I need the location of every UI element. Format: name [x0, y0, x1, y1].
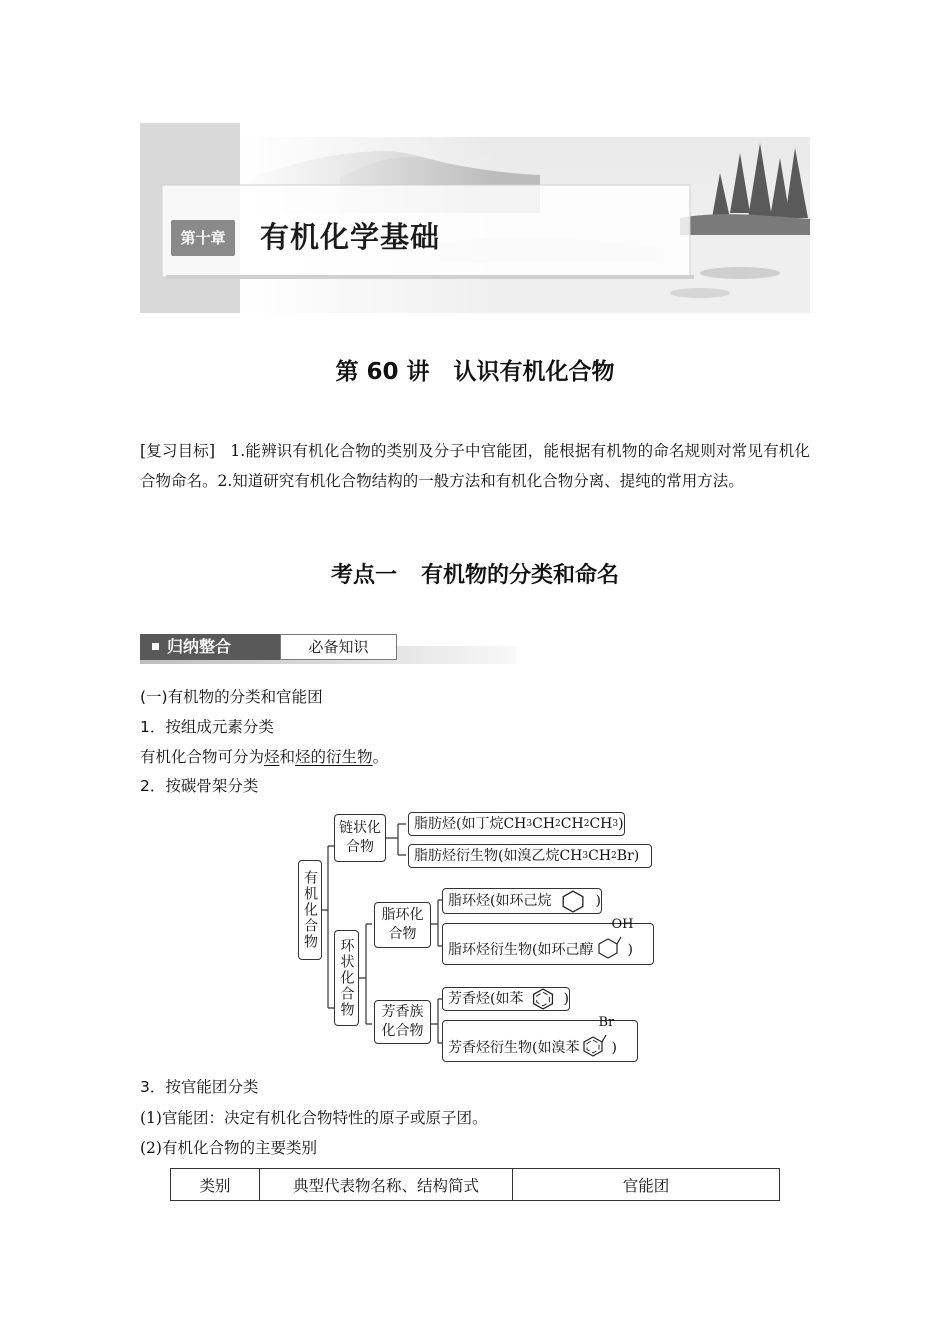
close-paren: ) [627, 942, 633, 958]
node-chain-compound: 链状化合物 [334, 814, 386, 862]
part1-heading: (一)有机物的分类和官能团 [140, 688, 323, 706]
section-bar [140, 632, 516, 664]
review-goals [140, 436, 810, 496]
node-organic-compound: 有机化合物 [298, 860, 322, 960]
chapter-banner [140, 123, 810, 313]
item3-point2: (2)有机化合物的主要类别 [140, 1139, 317, 1157]
review-label: [复习目标] [140, 442, 216, 460]
leaf-aromatic-hydrocarbon [442, 987, 570, 1011]
cyclohexanol-icon [597, 935, 623, 959]
close-paren: ) [611, 1040, 617, 1056]
section-bar-tag: 必备知识 [280, 634, 397, 660]
term-hydrocarbon-derivative: 烃的衍生物 [295, 748, 373, 766]
exam-point-heading [0, 558, 950, 589]
landscape-banner-image [140, 123, 810, 313]
leaf-alicyclic-hydrocarbon [442, 888, 602, 914]
benzene-icon [526, 988, 560, 1010]
compound-category-table [170, 1168, 780, 1201]
leaf-aromatic-derivative [442, 1015, 638, 1062]
leaf-aliphatic-hydrocarbon-text: 脂肪烃(如丁烷CH [414, 816, 527, 832]
lecture-title [0, 353, 950, 386]
table-header-cell: 类别 [171, 1169, 260, 1201]
close-paren: ) [563, 991, 569, 1007]
bromine-label: Br [598, 1015, 615, 1030]
item3-point1: (1)官能团：决定有机化合物特性的原子或原子团。 [140, 1109, 488, 1127]
item1-suffix: 。 [372, 748, 389, 766]
table-header-cell: 官能团 [513, 1169, 780, 1201]
lecture-name: 认识有机化合物 [453, 359, 615, 385]
leaf-aliphatic-hydrocarbon: 脂肪烃(如丁烷CH 3 CH 2 CH 2 CH 3 ) [408, 812, 625, 836]
cyclohexanol-structure [597, 917, 634, 959]
leaf-aromatic-derivative-text: 芳香烃衍生物(如溴苯 [448, 1040, 580, 1056]
cyclohexane-icon [555, 889, 591, 913]
section-bar-main [140, 634, 280, 660]
hydroxyl-label: OH [611, 917, 634, 932]
close-paren: ) [595, 893, 601, 909]
leaf-alicyclic-derivative-text: 脂环烃衍生物(如环己醇 [448, 942, 594, 958]
item2-heading: 2．按碳骨架分类 [140, 777, 259, 795]
square-bullet-icon [152, 643, 159, 650]
chapter-title: 有机化学基础 [260, 220, 441, 254]
chapter-number-badge: 第十章 [171, 220, 235, 256]
item1-prefix: 有机化合物可分为 [140, 748, 265, 766]
table-header-row [171, 1169, 780, 1201]
carbon-skeleton-diagram [296, 808, 656, 1066]
exam-point-number: 考点一 [330, 563, 397, 588]
node-ring-compound: 环状化合物 [334, 930, 359, 1026]
section-bar-main-label: 归纳整合 [167, 637, 232, 656]
node-alicyclic-compound: 脂环化合物 [374, 902, 431, 948]
node-aromatic-compound: 芳香族化合物 [374, 1000, 431, 1044]
item1-heading: 1．按组成元素分类 [140, 718, 274, 736]
item1-connector: 和 [279, 748, 296, 766]
leaf-alicyclic-hydrocarbon-text: 脂环烃(如环己烷 [448, 893, 552, 909]
table-header-cell: 典型代表物名称、结构简式 [260, 1169, 513, 1201]
leaf-aliphatic-derivative: 脂肪烃衍生物(如溴乙烷CH 3 CH 2 Br) [408, 844, 652, 868]
item1-text [140, 746, 388, 768]
lecture-number: 第 60 讲 [335, 359, 430, 385]
term-hydrocarbon: 烃 [264, 748, 280, 766]
leaf-alicyclic-derivative [442, 917, 654, 965]
review-text: 1.能辨识有机化合物的类别及分子中官能团，能根据有机物的命名规则对常见有机化合物命名。2.知道研究有机化合物结构的一般方法和有机化合物分离、提纯的常用方法。 [140, 442, 810, 490]
bromobenzene-icon [582, 1033, 608, 1057]
leaf-aromatic-hydrocarbon-text: 芳香烃(如苯 [448, 991, 524, 1007]
item3-heading: 3．按官能团分类 [140, 1078, 259, 1096]
exam-point-title: 有机物的分类和命名 [421, 563, 620, 588]
bromobenzene-structure [582, 1015, 615, 1057]
